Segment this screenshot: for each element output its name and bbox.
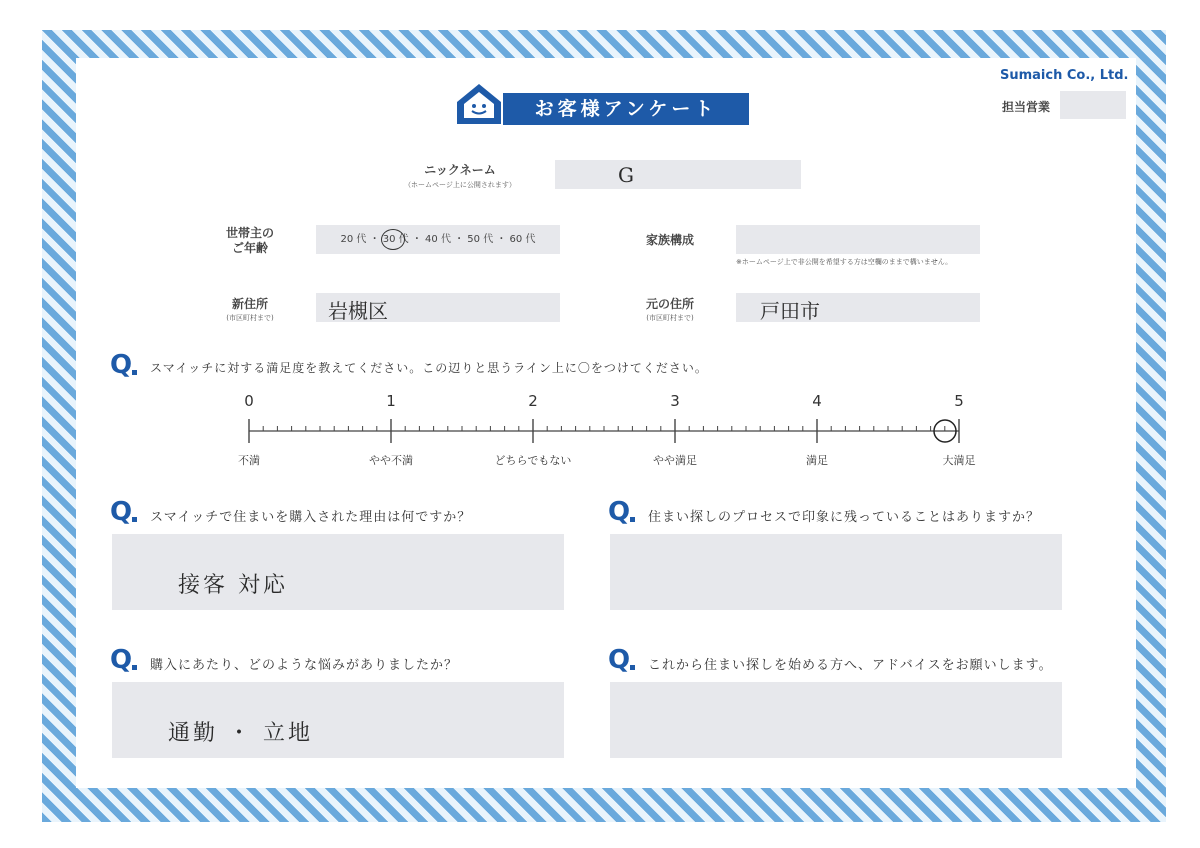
scale-number: 0: [244, 392, 254, 410]
q5-text: これから住まい探しを始める方へ、アドバイスをお願いします。: [648, 658, 1053, 673]
scale-label[interactable]: やや満足: [653, 454, 697, 467]
old-address-note: (市区町村まで): [646, 314, 694, 322]
staff-field[interactable]: [1060, 91, 1126, 119]
scale-label[interactable]: どちらでもない: [494, 454, 572, 467]
q4-text: 購入にあたり、どのような悩みがありましたか？: [150, 658, 459, 673]
page-title: お客様アンケート: [534, 98, 718, 120]
nickname-note: （ホームページ上に公開されます）: [404, 181, 516, 189]
house-smile-icon: [455, 82, 503, 126]
q1-dot: [132, 370, 137, 375]
age-selected-circle: [381, 229, 405, 250]
family-label: 家族構成: [645, 233, 694, 247]
q4-answer: 通勤 ・ 立地: [168, 721, 313, 746]
age-label-line1: 世帯主の: [225, 226, 274, 240]
q2-dot: [132, 517, 137, 522]
q5-mark: Q: [608, 645, 631, 675]
scale-number: 5: [954, 392, 964, 410]
q2-mark: Q: [110, 497, 133, 527]
q1-text: スマイッチに対する満足度を教えてください。この辺りと思うライン上に〇をつけてください。: [150, 361, 708, 375]
q3-answer-field[interactable]: [610, 534, 1062, 610]
old-address-label: 元の住所: [645, 297, 694, 311]
old-address-value: 戸田市: [760, 299, 820, 323]
scale-number: 4: [812, 392, 822, 410]
scale-label[interactable]: やや不満: [369, 454, 413, 467]
q1-mark: Q: [110, 350, 133, 380]
q3-text: 住まい探しのプロセスで印象に残っていることはありますか？: [648, 510, 1041, 525]
staff-label: 担当営業: [1002, 100, 1051, 114]
new-address-note: (市区町村まで): [226, 314, 274, 322]
age-options: 20 代 ・ 30 代 ・ 40 代 ・ 50 代 ・ 60 代: [340, 234, 536, 245]
scale-label[interactable]: 大満足: [942, 454, 976, 467]
age-label-line2: ご年齢: [231, 241, 268, 255]
q4-mark: Q: [110, 645, 133, 675]
family-field[interactable]: [736, 225, 980, 254]
q5-dot: [630, 665, 635, 670]
q4-dot: [132, 665, 137, 670]
q2-text: スマイッチで住まいを購入された理由は何ですか？: [150, 510, 472, 525]
nickname-field[interactable]: [555, 160, 801, 189]
scale-number: 3: [670, 392, 680, 410]
nickname-label: ニックネーム: [424, 163, 496, 177]
new-address-value: 岩槻区: [328, 299, 388, 323]
nickname-value: G: [618, 163, 634, 187]
new-address-label: 新住所: [231, 297, 268, 311]
q5-answer-field[interactable]: [610, 682, 1062, 758]
family-note: ※ホームページ上で非公開を希望する方は空欄のままで構いません。: [736, 258, 953, 266]
q3-mark: Q: [608, 497, 631, 527]
scale-label[interactable]: 満足: [806, 454, 828, 467]
scale-number: 2: [528, 392, 538, 410]
q2-answer: 接客 対応: [178, 573, 288, 598]
scale-label[interactable]: 不満: [238, 454, 260, 467]
company-name: Sumaich Co., Ltd.: [1000, 68, 1129, 83]
scale-number: 1: [386, 392, 396, 410]
q3-dot: [630, 517, 635, 522]
